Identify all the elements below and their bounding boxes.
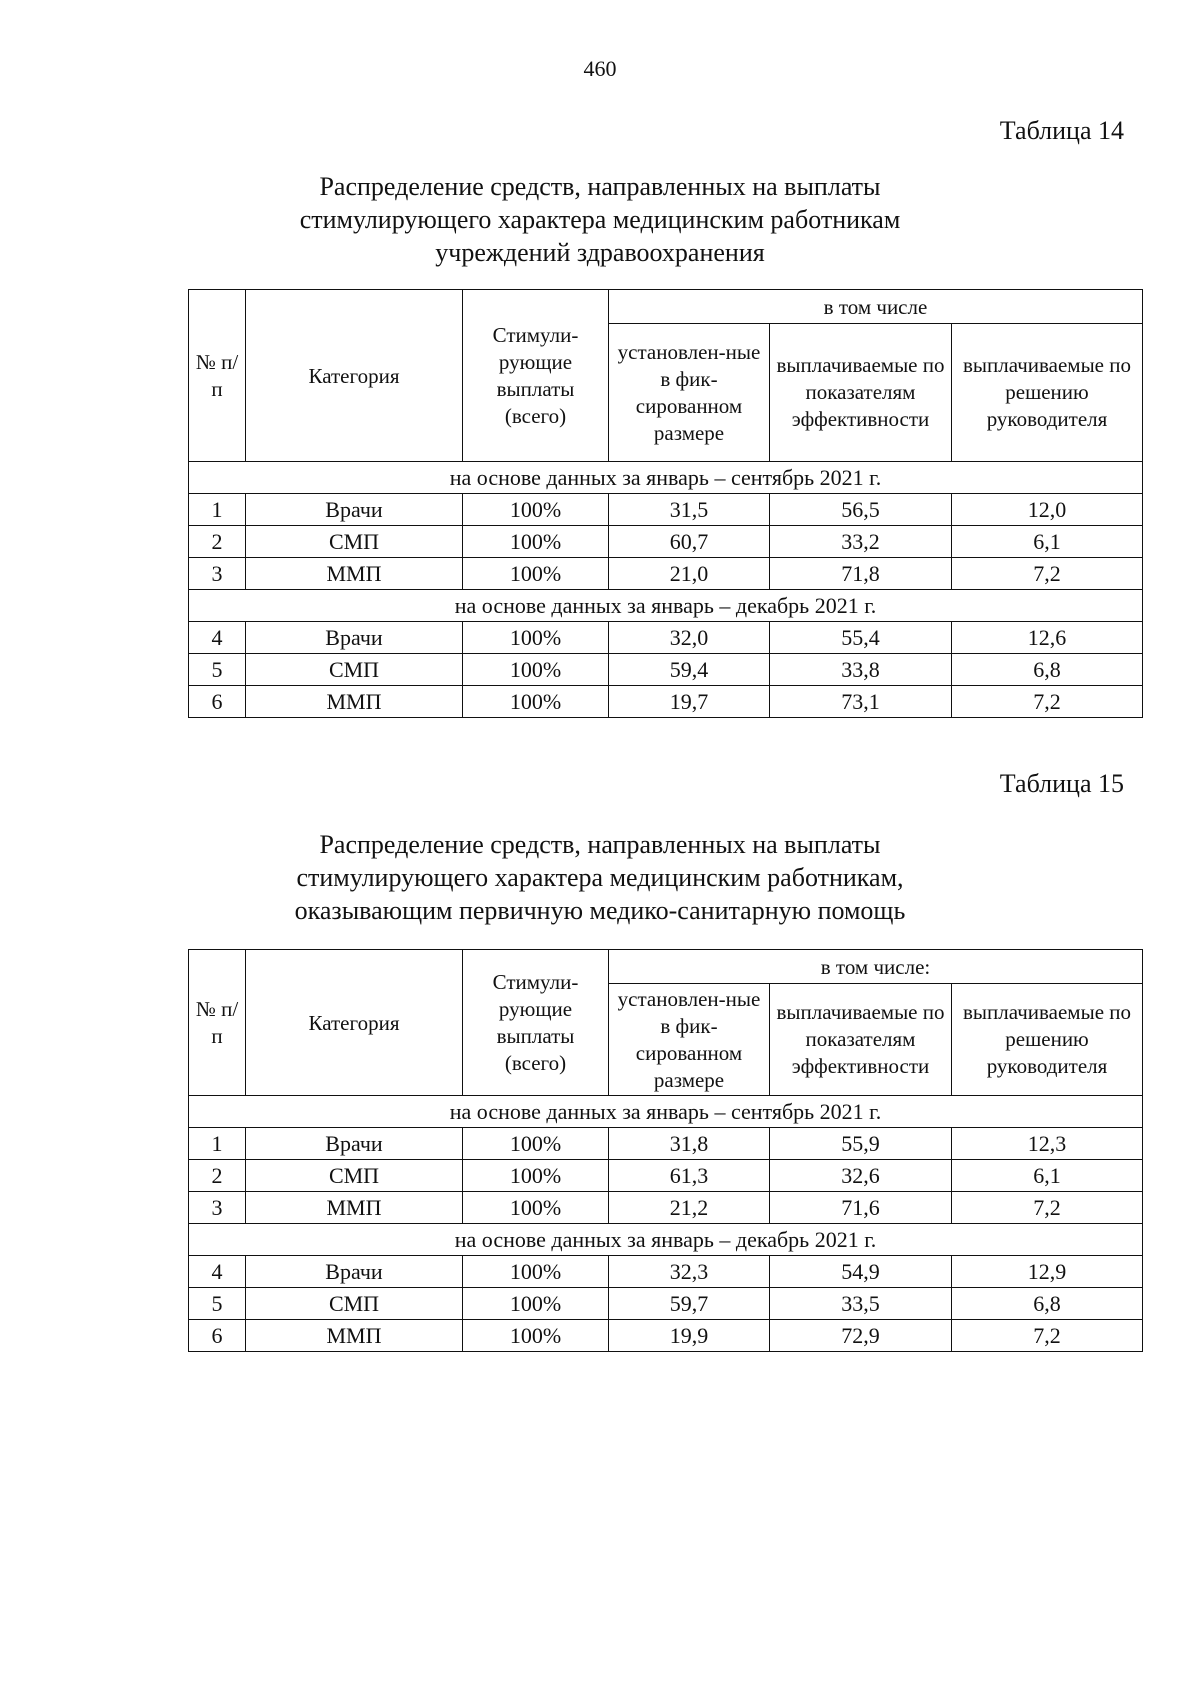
table-row [189, 1160, 1143, 1192]
header-including: в том числе [609, 290, 1143, 324]
cell-total: 100% [463, 1320, 609, 1352]
cell-efficiency: 71,6 [770, 1192, 952, 1224]
table-row [189, 1128, 1143, 1160]
cell-efficiency: 73,1 [770, 686, 952, 718]
table-row [189, 558, 1143, 590]
header-including: в том числе: [609, 950, 1143, 984]
table-row [189, 1192, 1143, 1224]
cell-fixed: 21,2 [609, 1192, 770, 1224]
header-category: Категория [246, 290, 463, 462]
header-efficiency: выплачиваемые по показателям эффективности [770, 984, 952, 1096]
cell-fixed: 61,3 [609, 1160, 770, 1192]
cell-fixed: 31,5 [609, 494, 770, 526]
cell-num: 6 [189, 1320, 246, 1352]
cell-efficiency: 55,9 [770, 1128, 952, 1160]
cell-total: 100% [463, 1160, 609, 1192]
cell-category: СМП [246, 1288, 463, 1320]
section-title: на основе данных за январь – сентябрь 2021 г. [189, 462, 1143, 494]
cell-total: 100% [463, 526, 609, 558]
cell-num: 1 [189, 1128, 246, 1160]
cell-num: 5 [189, 654, 246, 686]
cell-category: ММП [246, 558, 463, 590]
cell-num: 1 [189, 494, 246, 526]
section-title: на основе данных за январь – декабрь 2021 г. [189, 1224, 1143, 1256]
cell-category: ММП [246, 1320, 463, 1352]
cell-efficiency: 33,8 [770, 654, 952, 686]
cell-total: 100% [463, 558, 609, 590]
cell-total: 100% [463, 1256, 609, 1288]
cell-efficiency: 71,8 [770, 558, 952, 590]
cell-num: 5 [189, 1288, 246, 1320]
cell-manager: 7,2 [952, 558, 1143, 590]
cell-total: 100% [463, 1128, 609, 1160]
table-15-title-line: Распределение средств, направленных на выплаты [319, 830, 881, 859]
page-number: 460 [583, 56, 617, 81]
cell-category: ММП [246, 1192, 463, 1224]
header-num: № п/п [189, 950, 246, 1096]
cell-fixed: 32,3 [609, 1256, 770, 1288]
cell-fixed: 19,9 [609, 1320, 770, 1352]
cell-total: 100% [463, 622, 609, 654]
cell-fixed: 31,8 [609, 1128, 770, 1160]
section-title: на основе данных за январь – декабрь 2021 г. [189, 590, 1143, 622]
header-manager: выплачиваемые по решению руководителя [952, 984, 1143, 1096]
cell-efficiency: 72,9 [770, 1320, 952, 1352]
cell-manager: 7,2 [952, 686, 1143, 718]
cell-num: 3 [189, 558, 246, 590]
table-14-title-line: стимулирующего характера медицинским работникам [299, 205, 901, 234]
table-15-title-line: стимулирующего характера медицинским работникам, [296, 863, 904, 892]
cell-manager: 12,0 [952, 494, 1143, 526]
cell-category: СМП [246, 654, 463, 686]
table-row [189, 526, 1143, 558]
header-fixed: установлен-ные в фик-сированном размере [609, 984, 770, 1096]
header-total: Стимули-рующие выплаты (всего) [463, 950, 609, 1096]
cell-efficiency: 54,9 [770, 1256, 952, 1288]
cell-num: 4 [189, 1256, 246, 1288]
cell-manager: 12,3 [952, 1128, 1143, 1160]
cell-fixed: 21,0 [609, 558, 770, 590]
cell-efficiency: 56,5 [770, 494, 952, 526]
header-num: № п/п [189, 290, 246, 462]
cell-category: Врачи [246, 1256, 463, 1288]
table-14-title-line: Распределение средств, направленных на выплаты [319, 172, 881, 201]
header-fixed: установлен-ные в фик-сированном размере [609, 324, 770, 462]
cell-efficiency: 33,5 [770, 1288, 952, 1320]
cell-fixed: 60,7 [609, 526, 770, 558]
table-15-label: Таблица 15 [999, 769, 1124, 798]
table-15 [188, 949, 1143, 1352]
table-row [189, 1320, 1143, 1352]
header-total: Стимули-рующие выплаты (всего) [463, 290, 609, 462]
cell-manager: 7,2 [952, 1192, 1143, 1224]
section-title: на основе данных за январь – сентябрь 2021 г. [189, 1096, 1143, 1128]
cell-fixed: 19,7 [609, 686, 770, 718]
cell-num: 2 [189, 1160, 246, 1192]
table-14-title [0, 170, 1200, 269]
cell-total: 100% [463, 686, 609, 718]
cell-total: 100% [463, 1192, 609, 1224]
cell-manager: 6,8 [952, 654, 1143, 686]
cell-total: 100% [463, 494, 609, 526]
cell-efficiency: 33,2 [770, 526, 952, 558]
table-15-title-line: оказывающим первичную медико-санитарную помощь [294, 896, 906, 925]
cell-category: Врачи [246, 1128, 463, 1160]
header-manager: выплачиваемые по решению руководителя [952, 324, 1143, 462]
cell-num: 2 [189, 526, 246, 558]
table-row [189, 686, 1143, 718]
cell-category: Врачи [246, 494, 463, 526]
cell-efficiency: 32,6 [770, 1160, 952, 1192]
table-row [189, 622, 1143, 654]
cell-num: 6 [189, 686, 246, 718]
header-efficiency: выплачиваемые по показателям эффективности [770, 324, 952, 462]
table-row [189, 1256, 1143, 1288]
cell-efficiency: 55,4 [770, 622, 952, 654]
cell-fixed: 32,0 [609, 622, 770, 654]
table-row [189, 1288, 1143, 1320]
cell-category: ММП [246, 686, 463, 718]
cell-category: СМП [246, 526, 463, 558]
cell-fixed: 59,4 [609, 654, 770, 686]
cell-num: 4 [189, 622, 246, 654]
cell-category: СМП [246, 1160, 463, 1192]
table-15-title [0, 828, 1200, 927]
cell-manager: 7,2 [952, 1320, 1143, 1352]
table-14 [188, 289, 1143, 718]
cell-total: 100% [463, 1288, 609, 1320]
header-category: Категория [246, 950, 463, 1096]
cell-manager: 12,9 [952, 1256, 1143, 1288]
cell-num: 3 [189, 1192, 246, 1224]
table-14-title-line: учреждений здравоохранения [435, 238, 765, 267]
table-row [189, 654, 1143, 686]
table-14-label: Таблица 14 [999, 116, 1124, 145]
cell-manager: 6,8 [952, 1288, 1143, 1320]
cell-fixed: 59,7 [609, 1288, 770, 1320]
table-row [189, 494, 1143, 526]
cell-total: 100% [463, 654, 609, 686]
cell-manager: 12,6 [952, 622, 1143, 654]
cell-manager: 6,1 [952, 1160, 1143, 1192]
cell-manager: 6,1 [952, 526, 1143, 558]
cell-category: Врачи [246, 622, 463, 654]
